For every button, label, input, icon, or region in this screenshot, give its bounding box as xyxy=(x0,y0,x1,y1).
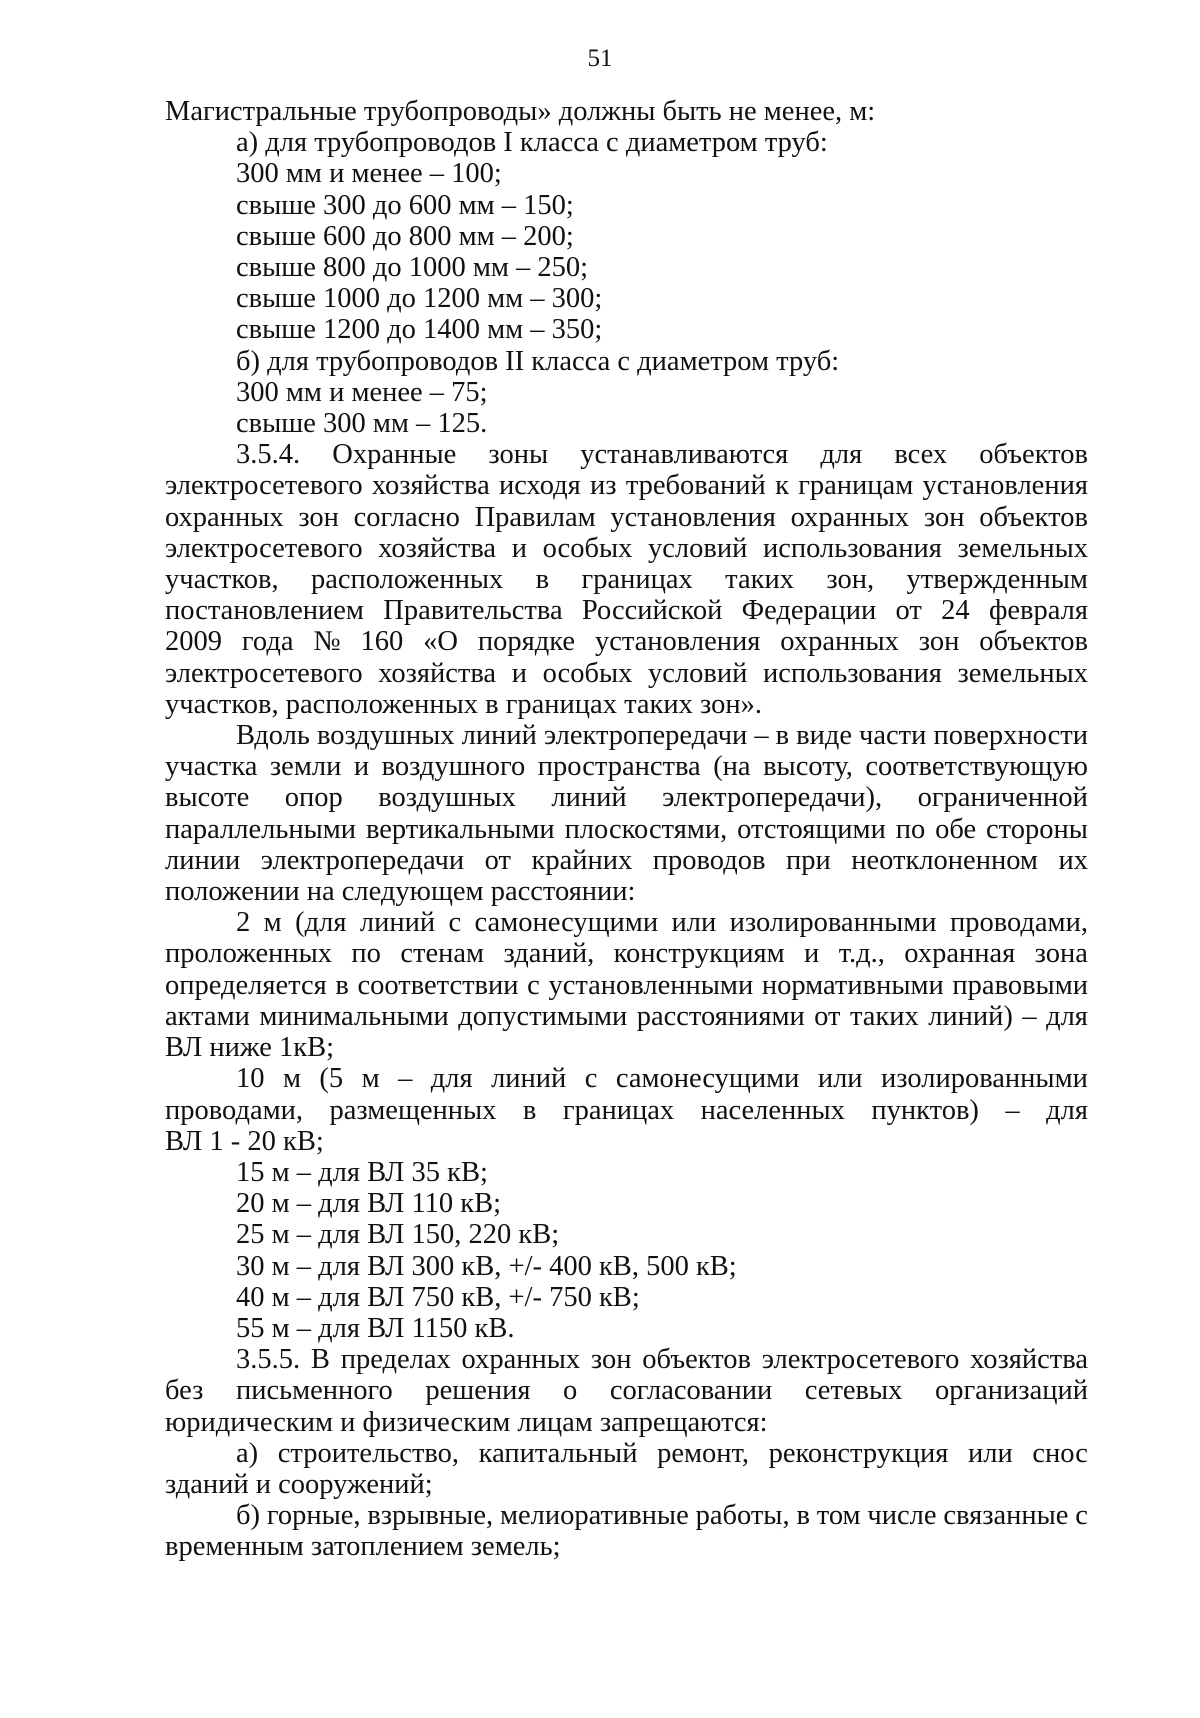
word: участка xyxy=(165,751,258,783)
text-line xyxy=(165,1438,1088,1469)
text-line: 300 мм и менее – 75; xyxy=(236,376,488,408)
text-line: ВЛ 1 - 20 кВ; xyxy=(165,1125,324,1157)
word: крайних xyxy=(531,844,633,876)
word: проводами, xyxy=(165,1094,304,1126)
word: т.д., xyxy=(838,938,885,970)
word: 3.5.5. xyxy=(236,1344,301,1376)
text-line xyxy=(165,595,1088,626)
word: в xyxy=(535,564,550,596)
word: участков, xyxy=(165,564,279,596)
word: для xyxy=(1046,1094,1088,1126)
word: Вдоль xyxy=(236,720,310,752)
word: части xyxy=(859,720,927,752)
word: согласно xyxy=(353,501,460,533)
word: 24 xyxy=(941,595,970,627)
word: от xyxy=(895,595,922,627)
text-line: свыше 300 мм – 125. xyxy=(236,408,488,440)
text-line: свыше 600 до 800 мм – 200; xyxy=(236,220,574,252)
word: опор xyxy=(284,782,343,814)
text-line xyxy=(165,626,1088,657)
word: минимальными xyxy=(259,1000,449,1032)
word: самонесущими xyxy=(615,1063,800,1095)
text-line: временным затоплением земель; xyxy=(165,1531,561,1563)
word: особых xyxy=(542,657,633,689)
text-line: 30 м – для ВЛ 300 кВ, +/- 400 кВ, 500 кВ; xyxy=(236,1250,737,1282)
word: использования xyxy=(762,532,942,564)
text-line: а) для трубопроводов I класса с диаметром труб: xyxy=(236,127,828,159)
text-line xyxy=(165,564,1088,595)
word: охранных xyxy=(790,501,910,533)
word: линий) xyxy=(928,1000,1013,1032)
word: охранных xyxy=(461,1344,581,1376)
text-line: б) для трубопроводов II класса с диаметром труб: xyxy=(236,345,840,377)
word: Правилам xyxy=(474,501,596,533)
text-line: 20 м – для ВЛ 110 кВ; xyxy=(236,1188,502,1220)
word: воздушных xyxy=(316,720,455,752)
text-line: свыше 1200 до 1400 мм – 350; xyxy=(236,314,603,346)
word: земельных xyxy=(957,657,1088,689)
word: – xyxy=(754,720,769,752)
word: условий xyxy=(647,657,748,689)
word: «О xyxy=(423,626,458,658)
word: проложенных xyxy=(165,938,333,970)
word: электросетевого xyxy=(165,532,363,564)
word: использования xyxy=(762,657,942,689)
word: правовыми xyxy=(952,969,1088,1001)
word: установления xyxy=(594,626,761,658)
word: линий xyxy=(551,782,627,814)
word: установления xyxy=(922,470,1088,502)
word: б) xyxy=(236,1500,260,1532)
word: зон, xyxy=(826,564,875,596)
word: хозяйства xyxy=(371,470,490,502)
word: пунктов) xyxy=(871,1094,979,1126)
word: в xyxy=(775,720,790,752)
word: решения xyxy=(425,1375,531,1407)
word: В xyxy=(310,1344,330,1376)
word: связанные xyxy=(943,1500,1069,1532)
word: для xyxy=(1046,1000,1088,1032)
word: (для xyxy=(295,907,347,939)
word: для xyxy=(820,439,863,471)
word: условий xyxy=(647,532,748,564)
word: пределах xyxy=(340,1344,451,1376)
word: линий xyxy=(461,720,537,752)
word: стороны xyxy=(986,813,1088,845)
text-line: свыше 300 до 600 мм – 150; xyxy=(236,189,574,221)
word: реконструкция xyxy=(768,1437,949,1469)
word: таких xyxy=(725,564,794,596)
word: земельных xyxy=(957,532,1088,564)
word: по xyxy=(351,938,381,970)
word: – xyxy=(1005,1094,1020,1126)
word: линии xyxy=(165,844,241,876)
word: воздушного xyxy=(381,751,526,783)
word: о xyxy=(563,1375,578,1407)
word: виде xyxy=(796,720,852,752)
text-line xyxy=(165,470,1088,501)
word: взрывные, xyxy=(367,1500,494,1532)
text-line xyxy=(165,502,1088,533)
word: года xyxy=(241,626,294,658)
word: объектов xyxy=(979,439,1088,471)
word: границах xyxy=(562,1094,675,1126)
word: м xyxy=(263,907,282,939)
text-line: 25 м – для ВЛ 150, 220 кВ; xyxy=(236,1219,560,1251)
text-line: 300 мм и менее – 100; xyxy=(236,158,502,190)
word: от xyxy=(484,844,511,876)
text-line xyxy=(165,907,1088,938)
word: допустимыми xyxy=(458,1000,628,1032)
word: электропередачи xyxy=(260,844,465,876)
word: электропередачи), xyxy=(662,782,883,814)
word: согласовании xyxy=(609,1375,773,1407)
text-line xyxy=(165,1375,1088,1406)
word: 2 xyxy=(236,907,251,939)
word: установленными xyxy=(548,969,754,1001)
word: в xyxy=(796,1500,810,1532)
word: февраля xyxy=(988,595,1088,627)
word: строительство, xyxy=(277,1437,460,1469)
word: Федерации xyxy=(741,595,877,627)
word: постановлением xyxy=(165,595,364,627)
word: линий xyxy=(491,1063,567,1095)
word: параллельными xyxy=(165,813,357,845)
word: высоту, xyxy=(763,751,853,783)
word: или xyxy=(968,1437,1013,1469)
word: от xyxy=(814,1000,841,1032)
word: и xyxy=(353,751,370,783)
word: проводов xyxy=(652,844,766,876)
text-line: юридическим и физическим лицам запрещаются: xyxy=(165,1406,768,1438)
word: электросетевого xyxy=(165,657,363,689)
word: плоскостями, xyxy=(564,813,728,845)
word: объектов xyxy=(979,501,1088,533)
word: 10 xyxy=(236,1063,265,1095)
word: в xyxy=(522,1094,537,1126)
word: работы, xyxy=(695,1500,790,1532)
word: организаций xyxy=(934,1375,1088,1407)
word: линий xyxy=(359,907,436,939)
word: изолированными xyxy=(729,907,937,939)
word: вертикальными xyxy=(365,813,555,845)
word: исходя xyxy=(499,470,581,502)
word: 160 xyxy=(360,626,404,658)
word: для xyxy=(430,1063,473,1095)
word: изолированными xyxy=(881,1063,1088,1095)
text-line xyxy=(165,658,1088,689)
word: конструкциям xyxy=(613,938,785,970)
word: населенных xyxy=(700,1094,845,1126)
text-line xyxy=(165,782,1088,813)
word: (на xyxy=(713,751,751,783)
word: в xyxy=(335,969,349,1001)
word: охранных xyxy=(780,626,899,658)
word: хозяйства xyxy=(378,532,497,564)
word: требований xyxy=(625,470,766,502)
text-line xyxy=(165,1344,1088,1375)
text-line xyxy=(165,751,1088,782)
word: утвержденным xyxy=(906,564,1088,596)
word: без xyxy=(165,1375,204,1407)
word: зон xyxy=(923,501,965,533)
word: – xyxy=(1022,1000,1037,1032)
word: 2009 xyxy=(165,626,222,658)
word: охранная xyxy=(904,938,1016,970)
word: зон xyxy=(590,1344,632,1376)
word: порядке xyxy=(477,626,576,658)
word: м xyxy=(361,1063,380,1095)
word: зон xyxy=(298,501,339,533)
text-line: свыше 800 до 1000 мм – 250; xyxy=(236,252,589,284)
word: зоны xyxy=(488,439,549,471)
word: электросетевого xyxy=(761,1344,960,1376)
word: снос xyxy=(1032,1437,1088,1469)
word: капитальный xyxy=(478,1437,638,1469)
word: – xyxy=(398,1063,413,1095)
word: электросетевого xyxy=(165,470,363,502)
word: высоте xyxy=(165,782,250,814)
word: с xyxy=(584,1063,598,1095)
word: а) xyxy=(236,1437,259,1469)
word: всех xyxy=(894,439,948,471)
text-line xyxy=(165,1063,1088,1094)
word: или xyxy=(817,1063,863,1095)
word: воздушных xyxy=(378,782,516,814)
word: мелиоративные xyxy=(499,1500,689,1532)
word: отстоящими xyxy=(737,813,886,845)
text-line: положении на следующем расстоянии: xyxy=(165,876,636,908)
word: нормативными xyxy=(761,969,944,1001)
word: ремонт, xyxy=(657,1437,749,1469)
text-line: свыше 1000 до 1200 мм – 300; xyxy=(236,283,603,315)
word: самонесущими xyxy=(474,907,659,939)
text-line xyxy=(165,439,1088,470)
text-line: 15 м – для ВЛ 35 кВ; xyxy=(236,1156,488,1188)
word: проводами, xyxy=(949,907,1088,939)
word: числе xyxy=(867,1500,937,1532)
body-text xyxy=(165,96,1088,1563)
word: электропередачи xyxy=(543,720,748,752)
word: с xyxy=(448,907,462,939)
word: стенам xyxy=(400,938,485,970)
word: земли xyxy=(269,751,342,783)
word: объектов xyxy=(979,626,1088,658)
text-line: Магистральные трубопроводы» должны быть не менее, м: xyxy=(165,96,876,127)
text-line xyxy=(165,533,1088,564)
word: поверхности xyxy=(933,720,1088,752)
word: письменного xyxy=(235,1375,393,1407)
text-line xyxy=(165,938,1088,969)
word: определяется xyxy=(165,969,327,1001)
text-line: 40 м – для ВЛ 750 кВ, +/- 750 кВ; xyxy=(236,1281,640,1313)
word: неотклоненном xyxy=(851,844,1038,876)
word: зона xyxy=(1034,938,1088,970)
word: и xyxy=(511,657,527,689)
word: охранных xyxy=(165,501,284,533)
word: при xyxy=(785,844,831,876)
word: границах xyxy=(581,564,693,596)
word: их xyxy=(1058,844,1088,876)
word: хозяйства xyxy=(970,1344,1088,1376)
word: соответствии xyxy=(357,969,519,1001)
text-line xyxy=(165,845,1088,876)
word: из xyxy=(590,470,617,502)
word: обе xyxy=(935,813,977,845)
word: пространства xyxy=(537,751,701,783)
word: границам xyxy=(798,470,914,502)
word: ограниченной xyxy=(917,782,1088,814)
word: установления xyxy=(610,501,776,533)
word: расстояниями xyxy=(636,1000,805,1032)
word: сетевых xyxy=(804,1375,903,1407)
word: с xyxy=(527,969,540,1001)
text-line xyxy=(165,1001,1088,1032)
word: № xyxy=(313,626,341,658)
word: зон xyxy=(918,626,960,658)
page-number: 51 xyxy=(587,45,613,72)
text-line: участков, расположенных в границах таких зон». xyxy=(165,688,762,720)
word: таких xyxy=(849,1000,919,1032)
word: Охранные xyxy=(332,439,457,471)
text-line xyxy=(165,720,1088,751)
word: размещенных xyxy=(329,1094,497,1126)
word: актами xyxy=(165,1000,250,1032)
word: Российской xyxy=(581,595,723,627)
word: 3.5.4. xyxy=(236,439,301,471)
word: (5 xyxy=(319,1063,344,1095)
word: устанавливаются xyxy=(580,439,789,471)
text-line: зданий и сооружений; xyxy=(165,1468,433,1500)
word: хозяйства xyxy=(378,657,497,689)
word: и xyxy=(511,532,527,564)
word: по xyxy=(895,813,926,845)
word: м xyxy=(282,1063,301,1095)
word: с xyxy=(1075,1500,1088,1532)
word: или xyxy=(671,907,717,939)
word: особых xyxy=(542,532,633,564)
word: горные, xyxy=(266,1500,361,1532)
word: Правительства xyxy=(383,595,563,627)
text-line: ВЛ ниже 1кВ; xyxy=(165,1032,334,1064)
word: к xyxy=(775,470,789,502)
text-line xyxy=(165,1095,1088,1126)
text-line xyxy=(165,1500,1088,1531)
word: том xyxy=(816,1500,861,1532)
word: и xyxy=(804,938,820,970)
text-line: 55 м – для ВЛ 1150 кВ. xyxy=(236,1312,515,1344)
text-line xyxy=(165,814,1088,845)
word: объектов xyxy=(642,1344,751,1376)
word: соответствующую xyxy=(865,751,1088,783)
word: расположенных xyxy=(310,564,504,596)
word: зданий, xyxy=(503,938,595,970)
text-line xyxy=(165,970,1088,1001)
